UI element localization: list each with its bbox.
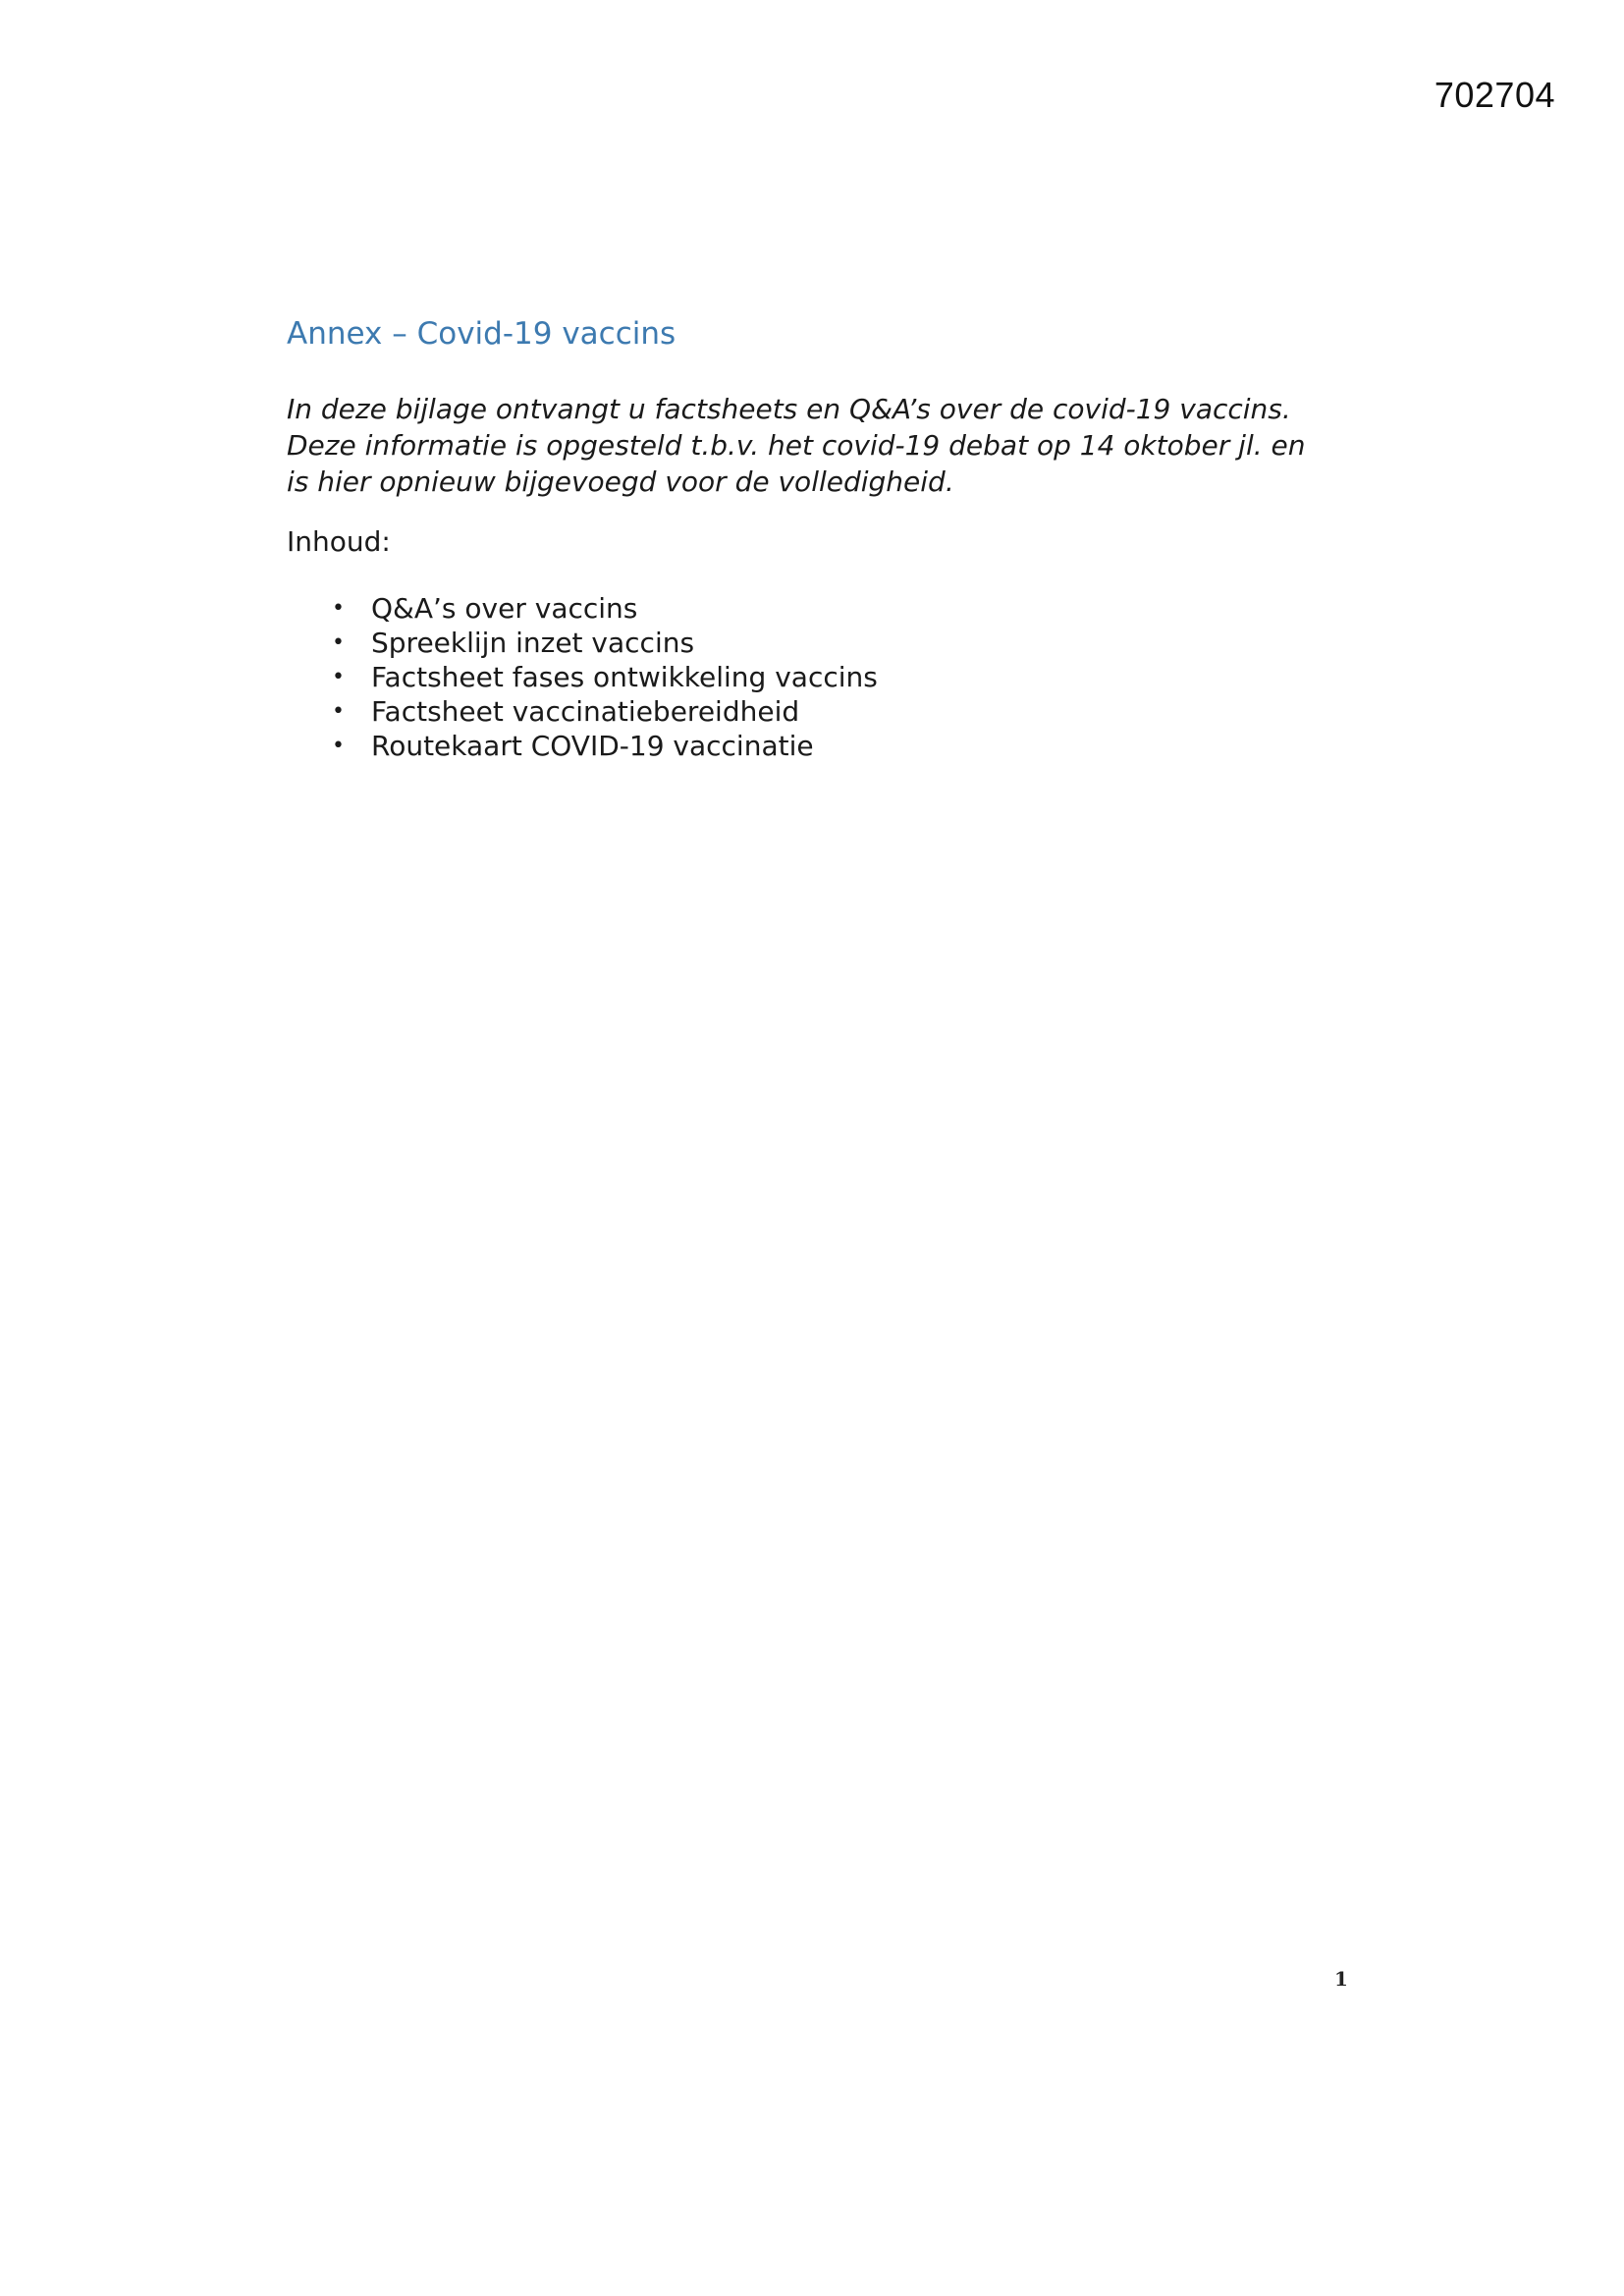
list-item-label: Q&A’s over vaccins [371, 592, 638, 626]
list-item-label: Routekaart COVID-19 vaccinatie [371, 730, 814, 763]
contents-list [287, 591, 1367, 763]
bullet-icon: • [332, 734, 345, 759]
list-item [287, 591, 1367, 626]
list-item [287, 660, 1367, 694]
list-item-label: Factsheet fases ontwikkeling vaccins [371, 661, 878, 694]
page-content [287, 314, 1367, 763]
list-item [287, 729, 1367, 763]
bullet-icon: • [332, 699, 345, 725]
intro-line: In deze bijlage ontvangt u factsheets en Q&A’s over de covid-19 vaccins. [287, 393, 1291, 426]
list-item-label: Factsheet vaccinatiebereidheid [371, 695, 800, 729]
page-number: 1 [1334, 1967, 1348, 1991]
page-title: Annex – Covid-19 vaccins [287, 316, 677, 352]
intro-paragraph [287, 391, 1367, 500]
intro-line: Deze informatie is opgesteld t.b.v. het covid-19 debat op 14 oktober jl. en [287, 429, 1306, 463]
list-item-label: Spreeklijn inzet vaccins [371, 627, 695, 660]
bullet-icon: • [332, 630, 345, 656]
list-item [287, 694, 1367, 729]
bullet-icon: • [332, 596, 345, 622]
contents-label: Inhoud: [287, 525, 391, 559]
document-id: 702704 [1434, 75, 1555, 115]
list-item [287, 626, 1367, 660]
bullet-icon: • [332, 665, 345, 690]
intro-line: is hier opnieuw bijgevoegd voor de volledigheid. [287, 465, 954, 499]
